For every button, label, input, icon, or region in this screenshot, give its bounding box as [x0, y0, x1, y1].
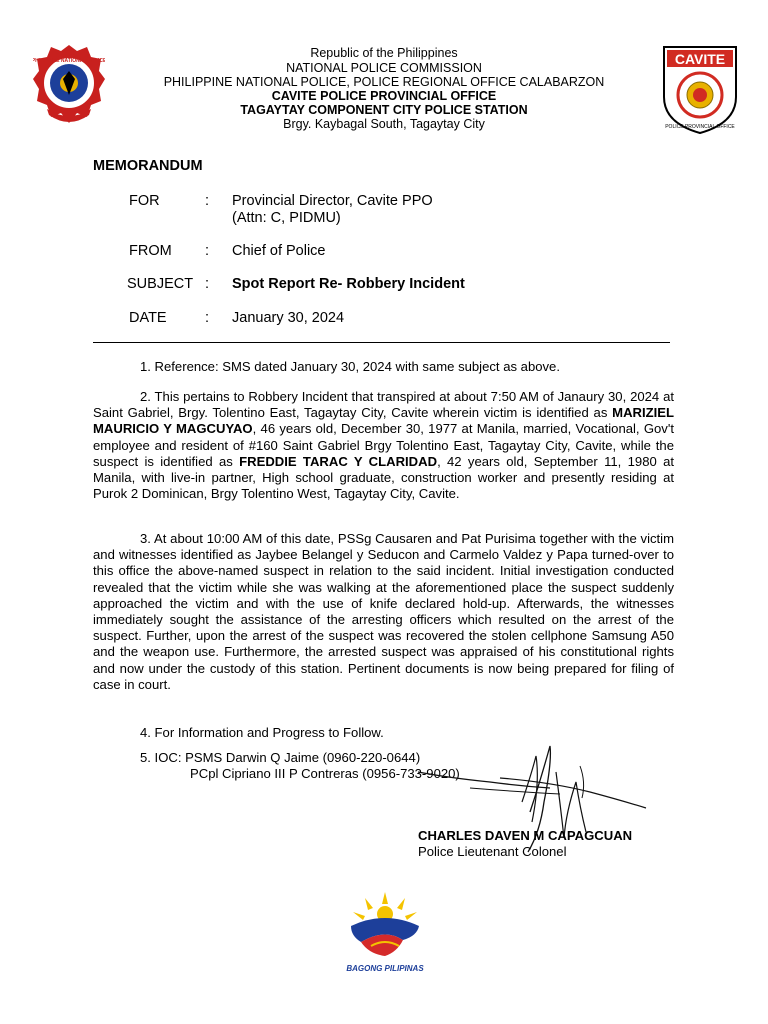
- cavite-ring-text: POLICE PROVINCIAL OFFICE: [665, 124, 735, 130]
- bagong-pilipinas-logo: [337, 890, 433, 980]
- memo-title: MEMORANDUM: [93, 158, 203, 174]
- from-value: Chief of Police: [232, 243, 326, 259]
- for-value: [232, 193, 433, 227]
- paragraph-5-line2: PCpl Cipriano III P Contreras (0956-733-9020): [190, 766, 460, 781]
- paragraph-2-part-b: , 46 years old, December 30, 1977 at Manila, married, Vocational, Gov't employee and resident of #160 Saint Gabriel Brgy Tolentino East, Tagaytay City, Cavite, while the suspect is identified as: [93, 421, 674, 469]
- header-station: TAGAYTAY COMPONENT CITY POLICE STATION: [240, 103, 528, 117]
- paragraph-2-part-a: 2. This pertains to Robbery Incident that transpired at about 7:50 AM of Janaury 30, 2024 at Saint Gabriel, Brgy. Tolentino East, Tagaytay City, Cavite wherein victim is identified as: [93, 389, 674, 421]
- header-republic: Republic of the Philippines: [310, 46, 458, 60]
- bagong-pilipinas-text: BAGONG PILIPINAS: [346, 964, 424, 973]
- header-napolcom: NATIONAL POLICE COMMISSION: [286, 61, 482, 75]
- header-address: Brgy. Kaybagal South, Tagaytay City: [283, 117, 485, 131]
- subject-value: Spot Report Re- Robbery Incident: [232, 276, 465, 292]
- paragraph-2: [93, 389, 674, 502]
- suspect-name: FREDDIE TARAC Y CLARIDAD: [239, 453, 438, 469]
- signatory-title: Police Lieutenant Colonel: [418, 844, 567, 859]
- header-provincial-office: CAVITE POLICE PROVINCIAL OFFICE: [271, 89, 497, 103]
- for-colon: :: [205, 193, 210, 209]
- date-value: January 30, 2024: [232, 310, 345, 326]
- paragraph-2-part-c: , 42 years old, September 11, 1980 at Manila, with live-in partner, High school graduate, construction worker and presently residing at Purok 2 Dominican, Brgy Tolentino West, Tagaytay City, Cavite.: [93, 453, 674, 502]
- for-value-line1: Provincial Director, Cavite PPO: [232, 193, 433, 209]
- paragraph-1: 1. Reference: SMS dated January 30, 2024 with same subject as above.: [140, 359, 560, 374]
- signatory-name: CHARLES DAVEN M CAPAGCUAN: [418, 828, 633, 843]
- header-pnp-region: PHILIPPINE NATIONAL POLICE, POLICE REGIONAL OFFICE CALABARZON: [163, 75, 605, 89]
- paragraph-3: 3. At about 10:00 AM of this date, PSSg Causaren and Pat Purisima together with the victim and witnesses identified as Jaybee Belangel y Seducon and Carmelo Valdez y Papa turned-over to this office the above-named suspect in relation to the said incident. Initial investigation conducted revealed that the victim while she was walking at the aforementioned place the suspect suddenly approached the victim and with the use of knife declared hold-up. Afterwards, the witnesses immediately sought the assistance of the arresting officers which resulted on the arrest of the suspect. Further, upon the arrest of the suspect was recovered the stolen cellphone Samsung A50 and the weapon use. Furthermore, the arrested suspect was appraised of his constitutional rights and now under the custody of this station. Pertinent documents is now being prepared for filing of case in court.: [93, 531, 674, 692]
- victim-name: MARIZIEL MAURICIO Y MAGCUYAO: [93, 405, 674, 437]
- date-label: DATE: [129, 310, 167, 326]
- for-value-line2: (Attn: C, PIDMU): [232, 210, 341, 226]
- svg-text:PHILIPPINE NATIONAL POLICE: PHILIPPINE NATIONAL POLICE: [33, 58, 105, 64]
- from-colon: :: [205, 243, 210, 259]
- for-label: FOR: [129, 193, 160, 209]
- paragraph-5-line1: 5. IOC: PSMS Darwin Q Jaime (0960-220-0644): [140, 750, 421, 765]
- date-colon: :: [205, 310, 210, 326]
- subject-colon: :: [205, 276, 210, 292]
- from-label: FROM: [129, 243, 172, 259]
- subject-label: SUBJECT: [127, 276, 194, 292]
- header-divider: [93, 342, 670, 343]
- cavite-logo-text: CAVITE: [674, 51, 726, 67]
- paragraph-4: 4. For Information and Progress to Follow.: [140, 725, 384, 740]
